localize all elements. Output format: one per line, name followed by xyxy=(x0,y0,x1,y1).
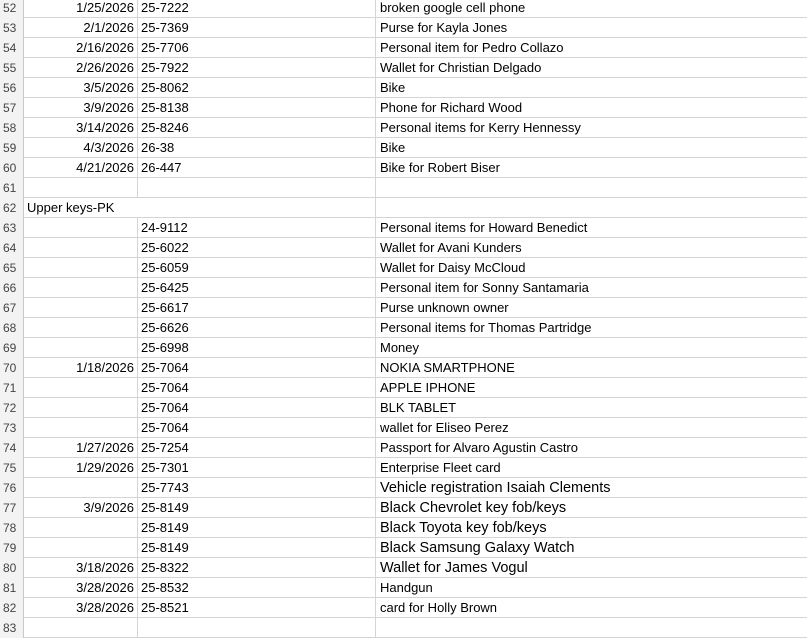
case-number-cell[interactable]: 25-8149 xyxy=(138,498,376,518)
date-cell[interactable]: 1/29/2026 xyxy=(24,458,138,478)
row-header[interactable]: 83 xyxy=(0,618,24,638)
case-number-cell[interactable]: 25-7064 xyxy=(138,378,376,398)
date-cell[interactable]: 3/18/2026 xyxy=(24,558,138,578)
date-cell[interactable]: 2/16/2026 xyxy=(24,38,138,58)
description-cell[interactable]: Wallet for Daisy McCloud xyxy=(380,260,526,275)
row-header[interactable]: 68 xyxy=(0,318,24,338)
case-number-cell[interactable]: 25-8532 xyxy=(138,578,376,598)
row-header[interactable]: 59 xyxy=(0,138,24,158)
date-cell[interactable]: 2/26/2026 xyxy=(24,58,138,78)
table-row xyxy=(0,98,807,118)
row-header[interactable]: 78 xyxy=(0,518,24,538)
case-number-cell[interactable]: 25-6626 xyxy=(138,318,376,338)
section-header-cell[interactable]: Upper keys-PK xyxy=(27,200,115,215)
table-row xyxy=(0,318,807,338)
description-cell[interactable]: Purse for Kayla Jones xyxy=(380,20,508,35)
case-number-cell[interactable]: 25-6998 xyxy=(138,338,376,358)
case-number-cell[interactable]: 25-7922 xyxy=(138,58,376,78)
table-row xyxy=(0,398,807,418)
date-cell[interactable] xyxy=(24,258,138,278)
description-cell[interactable]: Bike xyxy=(380,140,406,155)
row-header[interactable]: 61 xyxy=(0,178,24,198)
description-cell[interactable]: Vehicle registration Isaiah Clements xyxy=(380,480,611,496)
date-cell[interactable] xyxy=(24,398,138,418)
table-row xyxy=(0,298,807,318)
description-cell[interactable]: Personal items for Kerry Hennessy xyxy=(380,120,581,135)
description-cell[interactable]: Personal items for Thomas Partridge xyxy=(380,320,592,335)
case-number-cell[interactable] xyxy=(138,198,376,218)
table-row xyxy=(0,238,807,258)
case-number-cell[interactable]: 25-7706 xyxy=(138,38,376,58)
description-cell[interactable]: Black Toyota key fob/keys xyxy=(380,520,547,536)
description-cell[interactable]: Personal item for Sonny Santamaria xyxy=(380,280,589,295)
date-cell[interactable] xyxy=(24,278,138,298)
table-row xyxy=(0,18,807,38)
description-cell[interactable]: Bike xyxy=(380,80,406,95)
date-cell[interactable]: 1/18/2026 xyxy=(24,358,138,378)
row-header[interactable]: 81 xyxy=(0,578,24,598)
date-cell[interactable] xyxy=(24,238,138,258)
description-cell[interactable]: APPLE IPHONE xyxy=(380,380,476,395)
row-header[interactable]: 70 xyxy=(0,358,24,378)
case-number-cell[interactable]: 25-6617 xyxy=(138,298,376,318)
row-header[interactable]: 54 xyxy=(0,38,24,58)
row-header[interactable]: 53 xyxy=(0,18,24,38)
table-row xyxy=(0,218,807,238)
case-number-cell[interactable]: 25-7064 xyxy=(138,418,376,438)
date-cell[interactable]: 3/14/2026 xyxy=(24,118,138,138)
table-row xyxy=(0,258,807,278)
date-cell[interactable] xyxy=(24,178,138,198)
date-cell[interactable]: 1/27/2026 xyxy=(24,438,138,458)
case-number-cell[interactable]: 25-8062 xyxy=(138,78,376,98)
case-number-cell[interactable]: 25-7064 xyxy=(138,358,376,378)
date-cell[interactable]: 1/25/2026 xyxy=(24,0,138,18)
table-row xyxy=(0,418,807,438)
row-header[interactable]: 82 xyxy=(0,598,24,618)
date-cell[interactable] xyxy=(24,518,138,538)
row-header[interactable]: 57 xyxy=(0,98,24,118)
row-header[interactable]: 55 xyxy=(0,58,24,78)
description-cell[interactable]: Wallet for Avani Kunders xyxy=(380,240,522,255)
table-row xyxy=(0,478,807,498)
row-header[interactable]: 66 xyxy=(0,278,24,298)
description-cell[interactable]: card for Holly Brown xyxy=(380,600,498,615)
case-number-cell[interactable]: 24-9112 xyxy=(138,218,376,238)
date-cell[interactable]: 4/21/2026 xyxy=(24,158,138,178)
description-cell[interactable]: Wallet for James Vogul xyxy=(380,560,528,576)
date-cell[interactable] xyxy=(24,338,138,358)
date-cell[interactable]: 3/9/2026 xyxy=(24,498,138,518)
row-header[interactable]: 67 xyxy=(0,298,24,318)
case-number-cell[interactable]: 25-7254 xyxy=(138,438,376,458)
table-row xyxy=(0,0,807,18)
description-cell[interactable]: Wallet for Christian Delgado xyxy=(380,60,542,75)
table-row xyxy=(0,158,807,178)
table-row xyxy=(0,578,807,598)
table-row xyxy=(0,338,807,358)
table-row xyxy=(0,558,807,578)
row-header[interactable]: 77 xyxy=(0,498,24,518)
case-number-cell[interactable]: 25-7064 xyxy=(138,398,376,418)
row-header[interactable]: 80 xyxy=(0,558,24,578)
table-row xyxy=(0,518,807,538)
description-cell[interactable]: Black Samsung Galaxy Watch xyxy=(380,540,575,556)
date-cell[interactable]: 4/3/2026 xyxy=(24,138,138,158)
description-cell[interactable]: wallet for Eliseo Perez xyxy=(380,420,509,435)
table-row xyxy=(0,438,807,458)
row-header[interactable]: 79 xyxy=(0,538,24,558)
description-cell[interactable]: broken google cell phone xyxy=(380,0,526,15)
description-cell[interactable]: Money xyxy=(380,340,420,355)
table-row xyxy=(0,278,807,298)
row-header[interactable]: 76 xyxy=(0,478,24,498)
description-cell[interactable]: Phone for Richard Wood xyxy=(380,100,523,115)
row-header[interactable]: 52 xyxy=(0,0,24,18)
table-row xyxy=(0,358,807,378)
case-number-cell[interactable]: 25-7301 xyxy=(138,458,376,478)
description-cell[interactable]: Personal item for Pedro Collazo xyxy=(380,40,564,55)
description-cell[interactable]: NOKIA SMARTPHONE xyxy=(380,360,515,375)
case-number-cell[interactable]: 26-38 xyxy=(138,138,376,158)
date-cell[interactable] xyxy=(24,478,138,498)
table-row xyxy=(0,378,807,398)
row-header[interactable]: 73 xyxy=(0,418,24,438)
description-cell[interactable]: Purse unknown owner xyxy=(380,300,509,315)
case-number-cell[interactable]: 25-7743 xyxy=(138,478,376,498)
description-cell[interactable] xyxy=(376,618,807,638)
description-cell[interactable]: Personal items for Howard Benedict xyxy=(380,220,588,235)
case-number-cell[interactable]: 25-7222 xyxy=(138,0,376,18)
date-cell[interactable] xyxy=(24,318,138,338)
date-cell[interactable] xyxy=(24,378,138,398)
table-row xyxy=(0,198,807,218)
row-header[interactable]: 56 xyxy=(0,78,24,98)
case-number-cell[interactable]: 25-8149 xyxy=(138,518,376,538)
row-header[interactable]: 75 xyxy=(0,458,24,478)
case-number-cell[interactable]: 25-8149 xyxy=(138,538,376,558)
date-cell[interactable]: 3/28/2026 xyxy=(24,578,138,598)
case-number-cell[interactable] xyxy=(138,178,376,198)
case-number-cell[interactable]: 25-8246 xyxy=(138,118,376,138)
date-cell[interactable]: 3/28/2026 xyxy=(24,598,138,618)
row-header[interactable]: 74 xyxy=(0,438,24,458)
table-row xyxy=(0,58,807,78)
date-cell[interactable] xyxy=(24,218,138,238)
description-cell[interactable]: Bike for Robert Biser xyxy=(380,160,500,175)
case-number-cell[interactable]: 25-8138 xyxy=(138,98,376,118)
row-header[interactable]: 69 xyxy=(0,338,24,358)
table-row xyxy=(0,78,807,98)
description-cell[interactable]: Handgun xyxy=(380,580,433,595)
case-number-cell[interactable]: 25-6425 xyxy=(138,278,376,298)
table-row xyxy=(0,38,807,58)
case-number-cell[interactable]: 26-447 xyxy=(138,158,376,178)
description-cell[interactable]: Black Chevrolet key fob/keys xyxy=(380,500,567,516)
row-header[interactable]: 65 xyxy=(0,258,24,278)
case-number-cell[interactable]: 25-7369 xyxy=(138,18,376,38)
table-row xyxy=(0,598,807,618)
table-row xyxy=(0,138,807,158)
row-header[interactable]: 63 xyxy=(0,218,24,238)
table-row xyxy=(0,618,807,638)
case-number-cell[interactable]: 25-8521 xyxy=(138,598,376,618)
date-cell[interactable]: 2/1/2026 xyxy=(24,18,138,38)
description-cell[interactable] xyxy=(376,178,807,198)
description-cell[interactable]: BLK TABLET xyxy=(380,400,457,415)
case-number-cell[interactable]: 25-6022 xyxy=(138,238,376,258)
table-row xyxy=(0,458,807,478)
table-row xyxy=(0,538,807,558)
case-number-cell[interactable]: 25-6059 xyxy=(138,258,376,278)
row-header[interactable]: 60 xyxy=(0,158,24,178)
date-cell[interactable]: 3/9/2026 xyxy=(24,98,138,118)
case-number-cell[interactable] xyxy=(138,618,376,638)
table-row xyxy=(0,118,807,138)
description-cell[interactable] xyxy=(376,198,807,218)
table-row xyxy=(0,178,807,198)
table-row xyxy=(0,498,807,518)
row-header[interactable]: 62 xyxy=(0,198,24,218)
description-cell[interactable]: Enterprise Fleet card xyxy=(380,460,501,475)
date-cell[interactable] xyxy=(24,418,138,438)
case-number-cell[interactable]: 25-8322 xyxy=(138,558,376,578)
row-header[interactable]: 71 xyxy=(0,378,24,398)
date-cell[interactable] xyxy=(24,538,138,558)
description-cell[interactable]: Passport for Alvaro Agustin Castro xyxy=(380,440,578,455)
row-header[interactable]: 64 xyxy=(0,238,24,258)
date-cell[interactable] xyxy=(24,298,138,318)
date-cell[interactable]: 3/5/2026 xyxy=(24,78,138,98)
row-header[interactable]: 72 xyxy=(0,398,24,418)
date-cell[interactable] xyxy=(24,618,138,638)
row-header[interactable]: 58 xyxy=(0,118,24,138)
